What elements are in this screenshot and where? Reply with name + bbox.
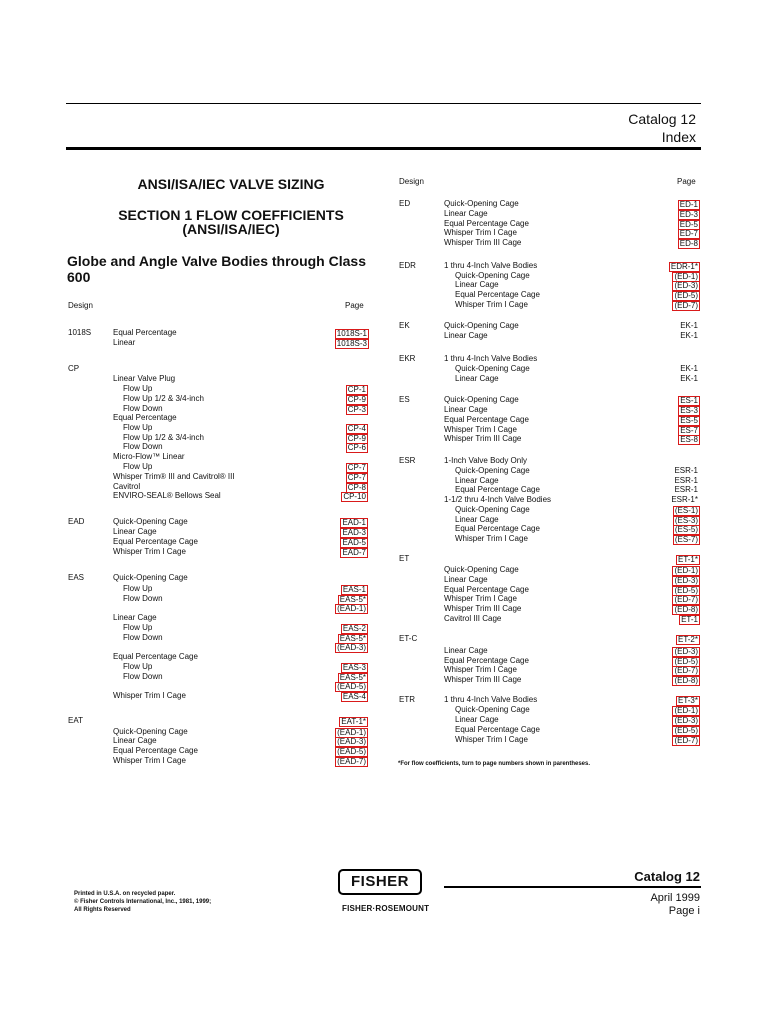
page-link[interactable]: ED-8 [679,239,698,248]
index-entry-label: Linear [113,338,136,347]
page-link[interactable]: CP-6 [347,443,366,452]
page-link[interactable]: (EAD-5) [337,747,366,756]
index-entry-label: Flow Up [123,423,153,432]
subhead-globe-angle: Globe and Angle Valve Bodies through Class 600 [67,253,366,285]
left-col-page: Page [345,301,364,310]
index-entry-label: Flow Up [123,662,153,671]
design-code: ET-C [399,634,418,643]
page-link[interactable]: ES-3 [680,406,698,415]
right-col-design: Design [399,177,424,186]
page-link[interactable]: (EAD-1) [337,728,366,737]
index-entry-label: 1-Inch Valve Body Only [444,456,528,465]
page-link[interactable]: (EAD-3) [337,643,366,652]
design-code: EAD [68,517,85,526]
page-link[interactable]: ES-1 [680,396,698,405]
page-link[interactable]: (ED-7) [674,595,698,604]
printed-line1: Printed in U.S.A. on recycled paper. [74,891,176,897]
page-link[interactable]: 1018S-3 [336,339,367,348]
page-number: ESR-1 [674,476,698,485]
page-link[interactable]: EAD-7 [342,548,366,557]
page-link[interactable]: (ED-3) [674,716,698,725]
design-code: ED [399,199,411,208]
fisher-rosemount-logo: FISHER·ROSEMOUNT [342,904,430,913]
index-entry-label: Whisper Trim I Cage [455,534,528,543]
page-number: EK-1 [680,331,698,340]
index-entry-label: Quick-Opening Cage [444,395,519,404]
index-entry-label: Flow Down [123,594,163,603]
index-entry-label: 1 thru 4-Inch Valve Bodies [444,695,538,704]
index-entry-label: Equal Percentage [113,413,177,422]
page-link[interactable]: (ED-7) [674,301,698,310]
page-number: ESR-1 [674,485,698,494]
page-link[interactable]: (ES-1) [674,506,698,515]
page-link[interactable]: EAS-5* [339,673,366,682]
header-thick-rule [66,147,701,150]
page-link[interactable]: CP-7 [347,463,366,472]
index-entry-label: Quick-Opening Cage [113,573,188,582]
header-rule [66,103,701,104]
index-entry-label: Whisper Trim III Cage [444,604,522,613]
page-link[interactable]: (EAD-3) [337,737,366,746]
index-entry-label: Whisper Trim III Cage [444,675,522,684]
page-link[interactable]: (ES-7) [674,535,698,544]
page-link[interactable]: (EAD-1) [337,604,366,613]
index-entry-label: Linear Cage [444,209,488,218]
index-entry-label: Equal Percentage Cage [113,652,198,661]
index-entry-label: Quick-Opening Cage [444,565,519,574]
page-link[interactable]: EAS-5* [339,634,366,643]
index-entry-label: Linear Cage [444,405,488,414]
page-link[interactable]: ES-5 [680,416,698,425]
index-entry-label: Flow Up 1/2 & 3/4-inch [123,433,204,442]
page-number: ESR-1 [674,466,698,475]
page-link[interactable]: (ED-3) [674,576,698,585]
index-entry-label: Linear Cage [444,331,488,340]
page-link[interactable]: (ES-3) [674,516,698,525]
design-code: ETR [399,695,415,704]
page-link[interactable]: ES-7 [680,426,698,435]
page-link[interactable]: (EAD-5) [337,682,366,691]
page-link[interactable]: EAD-5 [342,538,366,547]
index-entry-label: Quick-Opening Cage [113,727,188,736]
index-entry-label: Whisper Trim® III and Cavitrol® III [113,472,235,481]
index-entry-label: Linear Cage [455,280,499,289]
page-link[interactable]: ED-1 [679,200,698,209]
index-entry-label: Quick-Opening Cage [444,199,519,208]
index-entry-label: 1 thru 4-Inch Valve Bodies [444,354,538,363]
page-link[interactable]: EAS-1 [342,585,366,594]
index-entry-label: Linear Cage [113,613,157,622]
index-entry-label: Whisper Trim I Cage [444,594,517,603]
index-entry-label: Equal Percentage Cage [455,524,540,533]
footer-rule [444,886,701,888]
index-entry-label: Linear Cage [113,527,157,536]
index-entry-label: Whisper Trim I Cage [455,735,528,744]
page-link[interactable]: ET-1* [677,555,698,564]
page-link[interactable]: EAS-2 [342,624,366,633]
page-number: EK-1 [680,374,698,383]
index-entry-label: Whisper Trim I Cage [455,300,528,309]
index-entry-label: Flow Up [123,384,153,393]
page-link[interactable]: EAD-1 [342,518,366,527]
page-link[interactable]: 1018S-1 [336,329,367,338]
page-link[interactable]: ET-2* [677,635,698,644]
index-entry-label: Flow Up 1/2 & 3/4-inch [123,394,204,403]
index-entry-label: Linear Cage [455,476,499,485]
index-entry-label: 1 thru 4-Inch Valve Bodies [444,261,538,270]
printed-notice [74,890,211,914]
footer-date-page [650,892,700,918]
index-entry-label: Quick-Opening Cage [444,321,519,330]
index-entry-label: Quick-Opening Cage [455,364,530,373]
index-entry-label: Equal Percentage Cage [455,725,540,734]
index-entry-label: Linear Cage [455,715,499,724]
page-link[interactable]: EAS-3 [342,663,366,672]
index-entry-label: Flow Up [123,584,153,593]
page-link[interactable]: CP-8 [347,483,366,492]
page-link[interactable]: CP-4 [347,424,366,433]
page-link[interactable]: CP-7 [347,473,366,482]
index-entry-label: Cavitrol [113,482,141,491]
page-link[interactable]: (EAD-7) [337,757,366,766]
page-link[interactable]: ED-3 [679,210,698,219]
page-link[interactable]: (ED-8) [674,676,698,685]
design-code: EK [399,321,410,330]
index-entry-label: Flow Down [123,404,163,413]
index-entry-label: Whisper Trim III Cage [444,238,522,247]
footer-date: April 1999 [650,892,700,904]
printed-line3: All Rights Reserved [74,907,131,913]
page-link[interactable]: ET-3* [677,696,698,705]
index-entry-label: Whisper Trim I Cage [444,228,517,237]
design-code: CP [68,364,80,373]
index-entry-label: Equal Percentage Cage [455,290,540,299]
page-link[interactable]: (ES-5) [674,525,698,534]
page-link[interactable]: EDR-1* [670,262,698,271]
page-number: ESR-1* [671,495,698,504]
index-entry-label: Linear Cage [444,646,488,655]
page-link[interactable]: (ED-3) [674,647,698,656]
design-code: ET [399,554,410,563]
index-entry-label: Micro-Flow™ Linear [113,452,185,461]
index-entry-label: Linear Cage [455,374,499,383]
page-link[interactable]: (ED-8) [674,605,698,614]
page-link[interactable]: CP-3 [347,405,366,414]
index-entry-label: Equal Percentage Cage [455,485,540,494]
design-code: EAT [68,716,83,725]
index-entry-label: Linear Cage [444,575,488,584]
index-entry-label: Flow Down [123,633,163,642]
index-entry-label: Flow Down [123,672,163,681]
page-link[interactable]: ET-1 [681,615,698,624]
index-entry-label: Whisper Trim I Cage [113,756,186,765]
index-entry-label: Linear Cage [455,515,499,524]
page-link[interactable]: (ED-7) [674,736,698,745]
index-entry-label: Whisper Trim I Cage [444,665,517,674]
page-link[interactable]: (ED-1) [674,566,698,575]
index-entry-label: 1-1/2 thru 4-Inch Valve Bodies [444,495,552,504]
index-entry-label: Quick-Opening Cage [455,271,530,280]
index-entry-label: Quick-Opening Cage [455,705,530,714]
index-entry-label: Flow Up [123,462,153,471]
page-link[interactable]: (ED-5) [674,657,698,666]
footer-page: Page i [668,905,700,917]
index-entry-label: Cavitrol III Cage [444,614,502,623]
footnote: *For flow coefficients, turn to page numbers shown in parentheses. [398,761,591,767]
index-entry-label: Equal Percentage Cage [444,219,529,228]
page-link[interactable]: CP-10 [343,492,366,501]
design-code: EAS [68,573,85,582]
index-entry-label: Equal Percentage Cage [113,746,198,755]
design-code: EDR [399,261,416,270]
page-link[interactable]: (ED-5) [674,291,698,300]
catalog-header [628,110,696,146]
index-entry-label: Linear Valve Plug [113,374,176,383]
design-code: ES [399,395,410,404]
page-link[interactable]: EAD-3 [342,528,366,537]
page-link[interactable]: ED-7 [679,229,698,238]
page-link[interactable]: (ED-1) [674,706,698,715]
printed-line2: © Fisher Controls International, Inc., 1981, 1999; [74,899,212,905]
index-entry-label: Quick-Opening Cage [113,517,188,526]
index-title: Index [661,129,696,145]
page-link[interactable]: (ED-3) [674,281,698,290]
design-code: EKR [399,354,416,363]
page-link[interactable]: (ED-7) [674,666,698,675]
page-link[interactable]: (ED-1) [674,272,698,281]
index-entry-label: Linear Cage [113,736,157,745]
fisher-logo: FISHER [338,869,422,895]
design-code: ESR [399,456,416,465]
page-number: EK-1 [680,321,698,330]
index-entry-label: Equal Percentage [113,328,177,337]
catalog-title: Catalog 12 [628,111,696,127]
page-link[interactable]: CP-9 [347,434,366,443]
design-code: 1018S [68,328,92,337]
index-entry-label: Equal Percentage Cage [444,656,529,665]
left-col-design: Design [68,301,93,310]
index-entry-label: Whisper Trim I Cage [113,547,186,556]
section-line2: (ANSI/ISA/IEC) [182,221,280,237]
footer-catalog: Catalog 12 [634,869,700,884]
right-col-page: Page [677,177,696,186]
page-number: EK-1 [680,364,698,373]
index-entry-label: Equal Percentage Cage [444,415,529,424]
index-entry-label: Whisper Trim III Cage [444,434,522,443]
page-link[interactable]: ES-8 [680,435,698,444]
index-entry-label: Quick-Opening Cage [455,466,530,475]
page-link[interactable]: (ED-5) [674,726,698,735]
page-link[interactable]: EAS-4 [342,692,366,701]
section-line1: SECTION 1 FLOW COEFFICIENTS [118,207,344,223]
index-entry-label: Quick-Opening Cage [455,505,530,514]
index-entry-label: Equal Percentage Cage [444,585,529,594]
page-link[interactable]: EAS-5* [339,595,366,604]
index-entry-label: ENVIRO-SEAL® Bellows Seal [113,491,221,500]
index-entry-label: Flow Down [123,442,163,451]
index-entry-label: Whisper Trim I Cage [113,691,186,700]
index-entry-label: Flow Up [123,623,153,632]
index-entry-label: Whisper Trim I Cage [444,425,517,434]
page-link[interactable]: EAT-1* [341,717,366,726]
page-link[interactable]: CP-9 [347,395,366,404]
index-entry-label: Equal Percentage Cage [113,537,198,546]
page-link[interactable]: CP-1 [347,385,366,394]
left-title: ANSI/ISA/IEC VALVE SIZING [137,176,325,192]
page-link[interactable]: ED-5 [679,220,698,229]
page-link[interactable]: (ED-5) [674,586,698,595]
